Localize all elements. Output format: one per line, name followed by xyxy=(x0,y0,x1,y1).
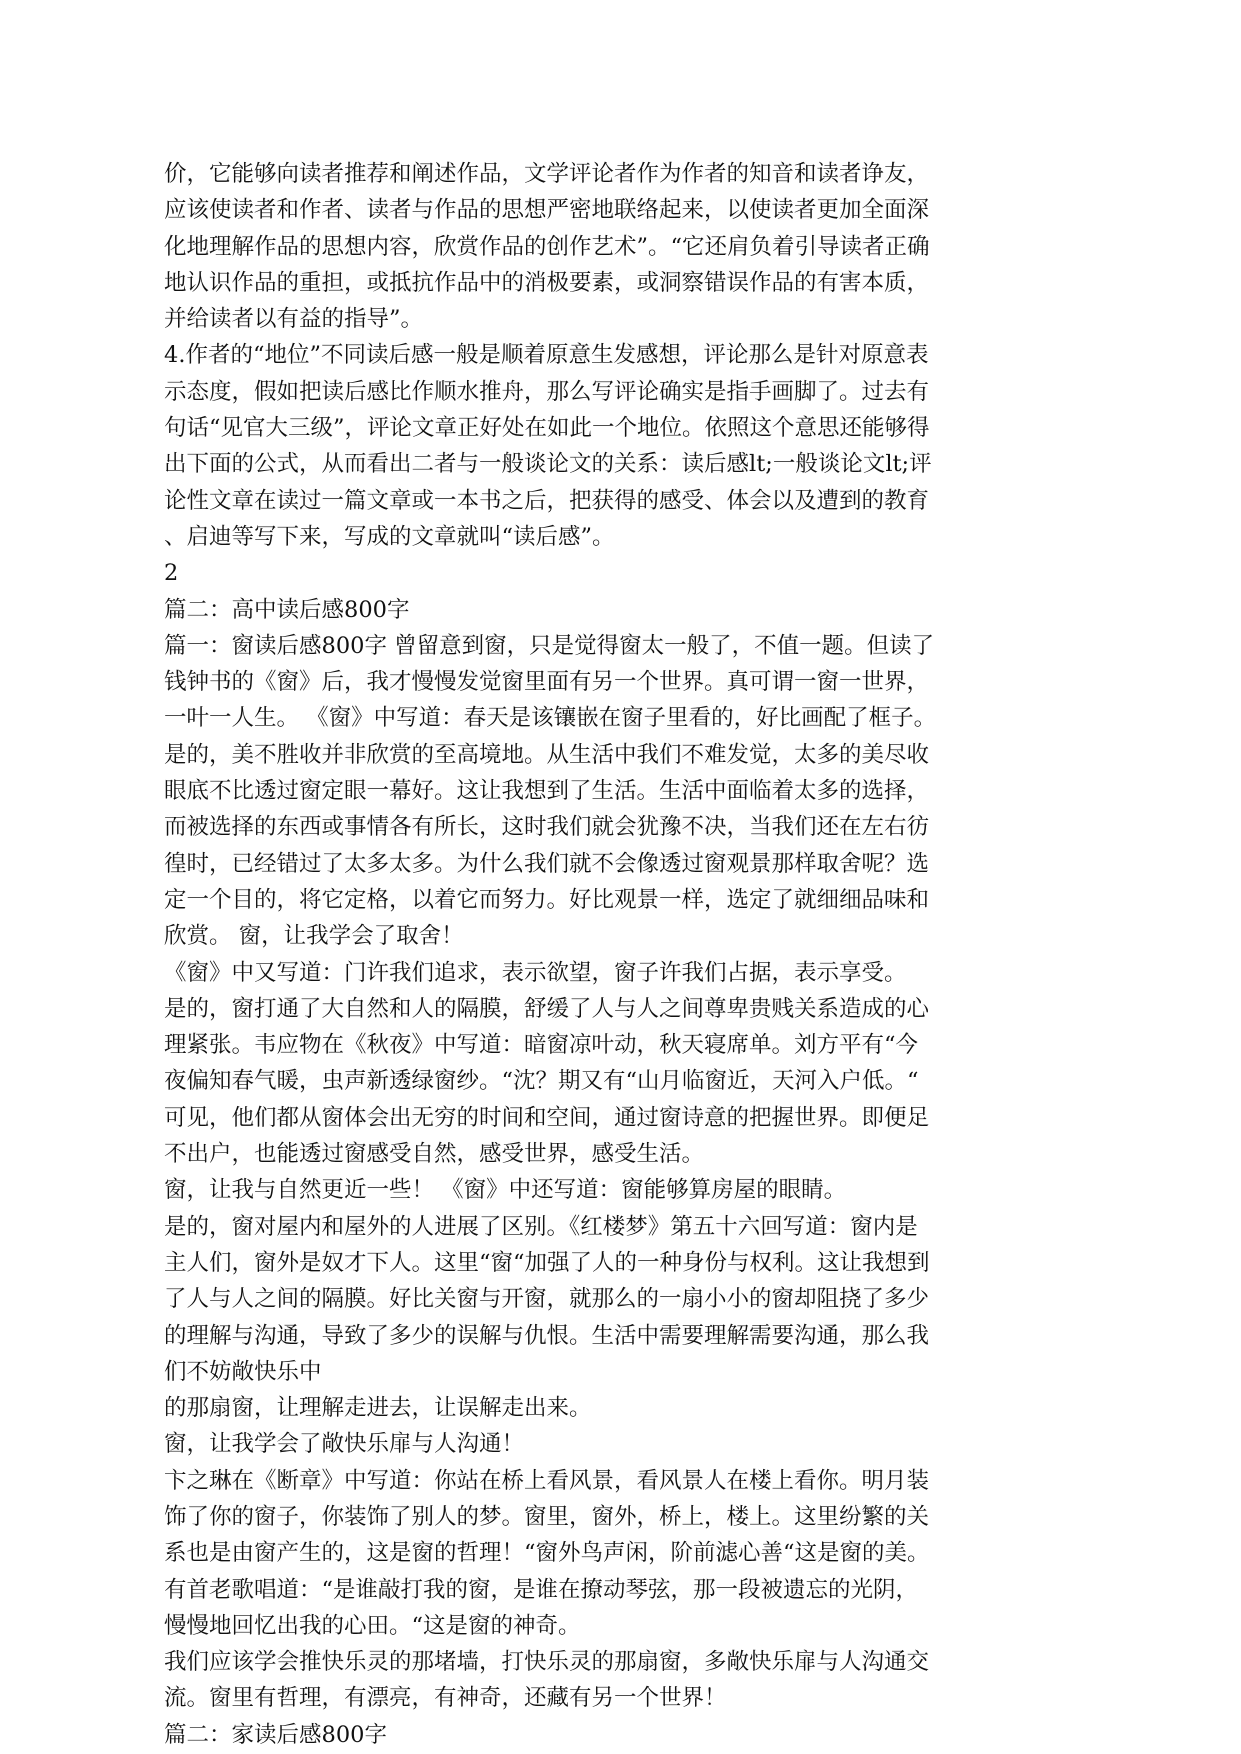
text-line: 眼底不比透过窗定眼一幕好。这让我想到了生活。生活中面临着太多的选择， xyxy=(164,778,930,805)
text-line: 示态度，假如把读后感比作顺水推舟，那么写评论确实是指手画脚了。过去有 xyxy=(164,378,930,405)
text-line: 主人们，窗外是奴才下人。这里“窗“加强了人的一种身份与权利。这让我想到 xyxy=(164,1249,930,1276)
text-line: 窗，让我与自然更近一些！ 《窗》中还写道：窗能够算房屋的眼睛。 xyxy=(164,1177,847,1204)
text-line: 慢慢地回忆出我的心田。“这是窗的神奇。 xyxy=(164,1612,581,1639)
text-line: 流。窗里有哲理，有漂亮，有神奇，还藏有另一个世界！ xyxy=(164,1685,727,1712)
text-line: 不出户，也能透过窗感受自然，感受世界，感受生活。 xyxy=(164,1141,705,1168)
text-line: 系也是由窗产生的，这是窗的哲理！“窗外鸟声闲，阶前滤心善“这是窗的美。 xyxy=(164,1540,930,1567)
text-line: 《窗》中又写道：门许我们追求，表示欲望，窗子许我们占据，表示享受。 xyxy=(164,959,907,986)
text-line: 了人与人之间的隔膜。好比关窗与开窗，就那么的一扇小小的窗却阻挠了多少 xyxy=(164,1286,930,1313)
text-line: 一叶一人生。 《窗》中写道：春天是该镶嵌在窗子里看的，好比画配了框子。 xyxy=(164,705,937,732)
text-line: 是的，美不胜收并非欣赏的至高境地。从生活中我们不难发觉，太多的美尽收 xyxy=(164,741,930,768)
text-line: 并给读者以有益的指导”。 xyxy=(164,306,424,333)
page-number: 2 xyxy=(164,560,179,587)
text-line: 出下面的公式，从而看出二者与一般谈论文的关系：读后感lt;一般谈论文lt;评 xyxy=(164,451,932,478)
text-line: 我们应该学会推快乐灵的那堵墙，打快乐灵的那扇窗，多敞快乐扉与人沟通交 xyxy=(164,1649,930,1676)
text-line: 的那扇窗，让理解走进去，让误解走出来。 xyxy=(164,1395,592,1422)
text-line: 欣赏。 窗，让我学会了取舍！ xyxy=(164,923,464,950)
text-line: 、启迪等写下来，写成的文章就叫“读后感”。 xyxy=(164,523,615,550)
text-line: 应该使读者和作者、读者与作品的思想严密地联络起来，以使读者更加全面深 xyxy=(164,197,930,224)
text-line: 篇一：窗读后感800字 曾留意到窗，只是觉得窗太一般了，不值一题。但读了 xyxy=(164,632,935,659)
text-line: 化地理解作品的思想内容，欣赏作品的创作艺术”。“它还肩负着引导读者正确 xyxy=(164,233,930,260)
text-line: 卞之琳在《断章》中写道：你站在桥上看风景，看风景人在楼上看你。明月装 xyxy=(164,1467,930,1494)
text-line: 是的，窗对屋内和屋外的人进展了区别。《红楼梦》第五十六回写道：窗内是 xyxy=(164,1213,918,1240)
text-line: 是的，窗打通了大自然和人的隔膜，舒缓了人与人之间尊卑贵贱关系造成的心 xyxy=(164,995,930,1022)
text-line: 窗，让我学会了敞快乐扉与人沟通！ xyxy=(164,1431,525,1458)
text-line: 钱钟书的《窗》后，我才慢慢发觉窗里面有另一个世界。真可谓一窗一世界， xyxy=(164,669,930,696)
text-line: 徨时，已经错过了太多太多。为什么我们就不会像透过窗观景那样取舍呢？选 xyxy=(164,850,930,877)
text-line: 而被选择的东西或事情各有所长，这时我们就会犹豫不决，当我们还在左右彷 xyxy=(164,814,930,841)
text-line: 有首老歌唱道：“是谁敲打我的窗，是谁在撩动琴弦，那一段被遗忘的光阴， xyxy=(164,1576,919,1603)
text-line: 夜偏知春气暖，虫声新透绿窗纱。“沈？期又有“山月临窗近，天河入户低。“ xyxy=(164,1068,919,1095)
text-line: 价，它能够向读者推荐和阐述作品，文学评论者作为作者的知音和读者诤友， xyxy=(164,161,930,187)
text-line: 可见，他们都从窗体会出无穷的时间和空间，通过窗诗意的把握世界。即便足 xyxy=(164,1104,930,1131)
text-line: 4.作者的“地位”不同读后感一般是顺着原意生发感想，评论那么是针对原意表 xyxy=(164,342,929,369)
text-line: 的理解与沟通，导致了多少的误解与仇恨。生活中需要理解需要沟通，那么我 xyxy=(164,1322,930,1349)
text-line: 论性文章在读过一篇文章或一本书之后，把获得的感受、体会以及遭到的教育 xyxy=(164,487,930,514)
text-line: 理紧张。韦应物在《秋夜》中写道：暗窗凉叶动，秋天寝席单。刘方平有“今 xyxy=(164,1032,919,1059)
text-line: 定一个目的，将它定格，以着它而努力。好比观景一样，选定了就细细品味和 xyxy=(164,886,930,913)
section-heading: 篇二：家读后感800字 xyxy=(164,1721,387,1748)
text-line: 饰了你的窗子，你装饰了别人的梦。窗里，窗外，桥上，楼上。这里纷繁的关 xyxy=(164,1503,930,1530)
text-line: 句话“见官大三级”，评论文章正好处在如此一个地位。依照这个意思还能够得 xyxy=(164,415,930,442)
document-body xyxy=(164,156,1064,1753)
text-line: 们不妨敞快乐中 xyxy=(164,1358,322,1385)
section-heading: 篇二：高中读后感800字 xyxy=(164,596,410,623)
text-line: 地认识作品的重担，或抵抗作品中的消极要素，或洞察错误作品的有害本质， xyxy=(164,269,930,296)
